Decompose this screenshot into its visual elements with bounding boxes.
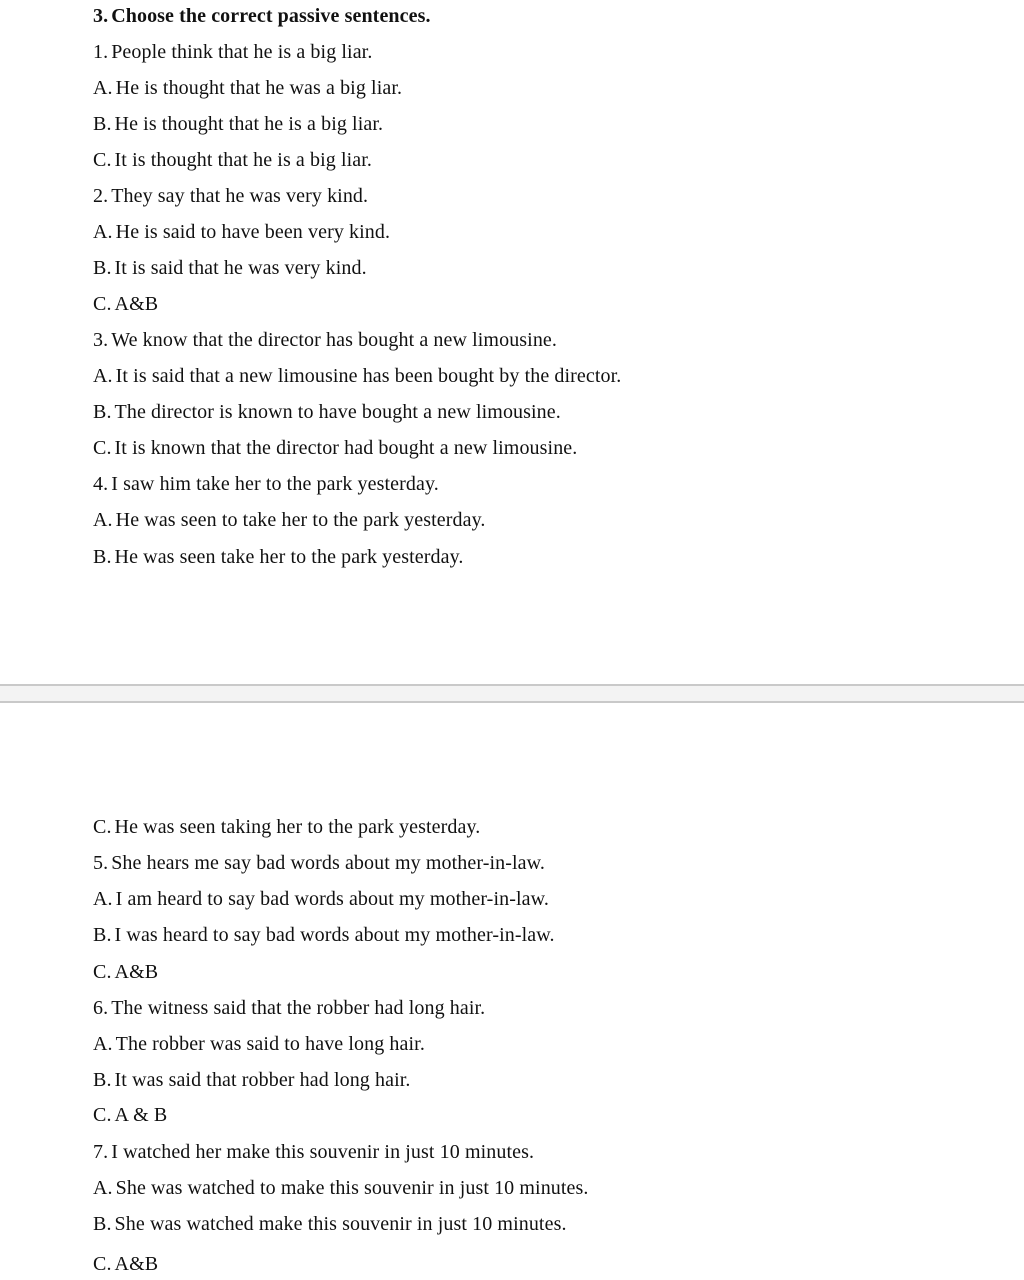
item-text: He was seen to take her to the park yesterday.	[115, 509, 486, 531]
item-label: B.	[93, 546, 112, 568]
exercise-number: 3.	[93, 5, 109, 27]
item-text: It is thought that he is a big liar.	[114, 149, 373, 171]
item-text: She hears me say bad words about my mother-in-law.	[111, 852, 545, 874]
item-label: C.	[93, 437, 112, 459]
item-label: C.	[93, 293, 112, 315]
option-2b	[93, 256, 367, 280]
item-label: B.	[93, 1069, 112, 1091]
question-4	[93, 472, 439, 496]
option-6b	[93, 1068, 411, 1092]
item-label: A.	[93, 77, 113, 99]
item-text: A&B	[114, 1253, 159, 1275]
question-3	[93, 328, 557, 352]
item-label: 3.	[93, 329, 109, 351]
item-text: He was seen take her to the park yesterday.	[114, 546, 464, 568]
item-label: 2.	[93, 185, 109, 207]
question-5	[93, 851, 545, 875]
item-label: 6.	[93, 997, 109, 1019]
option-4a	[93, 508, 485, 532]
question-1	[93, 40, 372, 64]
question-6	[93, 996, 485, 1020]
question-7	[93, 1140, 534, 1164]
exercise-heading	[93, 4, 431, 28]
document-page-2	[0, 703, 1024, 1280]
item-label: 5.	[93, 852, 109, 874]
item-text: It is said that a new limousine has been bought by the director.	[115, 365, 622, 387]
item-label: B.	[93, 924, 112, 946]
item-label: A.	[93, 365, 113, 387]
item-text: He was seen taking her to the park yesterday.	[114, 816, 481, 838]
item-text: I was heard to say bad words about my mother-in-law.	[114, 924, 555, 946]
option-7b	[93, 1212, 567, 1236]
item-text: She was watched to make this souvenir in just 10 minutes.	[115, 1177, 589, 1199]
item-label: B.	[93, 401, 112, 423]
item-label: C.	[93, 816, 112, 838]
item-label: C.	[93, 1104, 112, 1126]
item-text: A&B	[114, 293, 159, 315]
item-text: A&B	[114, 961, 159, 983]
option-4b	[93, 545, 464, 569]
item-label: 1.	[93, 41, 109, 63]
item-text: He is thought that he is a big liar.	[114, 113, 384, 135]
exercise-title: Choose the correct passive sentences.	[111, 5, 431, 27]
option-1a	[93, 76, 402, 100]
item-label: A.	[93, 509, 113, 531]
item-label: A.	[93, 221, 113, 243]
item-label: C.	[93, 1253, 112, 1275]
item-text: I watched her make this souvenir in just 10 minutes.	[111, 1141, 535, 1163]
item-text: The robber was said to have long hair.	[115, 1033, 425, 1055]
item-label: 4.	[93, 473, 109, 495]
option-5c	[93, 960, 158, 984]
item-label: A.	[93, 888, 113, 910]
item-label: B.	[93, 257, 112, 279]
item-text: It is said that he was very kind.	[114, 257, 367, 279]
option-2a	[93, 220, 390, 244]
page-separator	[0, 684, 1024, 703]
item-text: People think that he is a big liar.	[111, 41, 373, 63]
option-1b	[93, 112, 383, 136]
option-1c	[93, 148, 372, 172]
item-label: B.	[93, 1213, 112, 1235]
option-7a	[93, 1176, 589, 1200]
option-3b	[93, 400, 561, 424]
option-4c	[93, 815, 480, 839]
item-text: She was watched make this souvenir in just 10 minutes.	[114, 1213, 567, 1235]
item-label: C.	[93, 149, 112, 171]
option-5b	[93, 923, 555, 947]
item-text: He is said to have been very kind.	[115, 221, 391, 243]
question-2	[93, 184, 368, 208]
item-label: 7.	[93, 1141, 109, 1163]
item-text: We know that the director has bought a new limousine.	[111, 329, 558, 351]
option-3a	[93, 364, 621, 388]
item-text: A & B	[114, 1104, 168, 1126]
option-7c	[93, 1252, 158, 1276]
option-5a	[93, 887, 549, 911]
item-text: He is thought that he was a big liar.	[115, 77, 403, 99]
option-2c	[93, 292, 158, 316]
item-text: They say that he was very kind.	[111, 185, 369, 207]
item-label: B.	[93, 113, 112, 135]
item-text: It was said that robber had long hair.	[114, 1069, 411, 1091]
option-3c	[93, 436, 577, 460]
item-label: A.	[93, 1033, 113, 1055]
item-text: The director is known to have bought a new limousine.	[114, 401, 561, 423]
option-6c	[93, 1103, 167, 1127]
item-text: It is known that the director had bought a new limousine.	[114, 437, 578, 459]
item-text: I saw him take her to the park yesterday.	[111, 473, 439, 495]
item-label: C.	[93, 961, 112, 983]
item-text: I am heard to say bad words about my mother-in-law.	[115, 888, 549, 910]
item-label: A.	[93, 1177, 113, 1199]
item-text: The witness said that the robber had long hair.	[111, 997, 486, 1019]
option-6a	[93, 1032, 425, 1056]
